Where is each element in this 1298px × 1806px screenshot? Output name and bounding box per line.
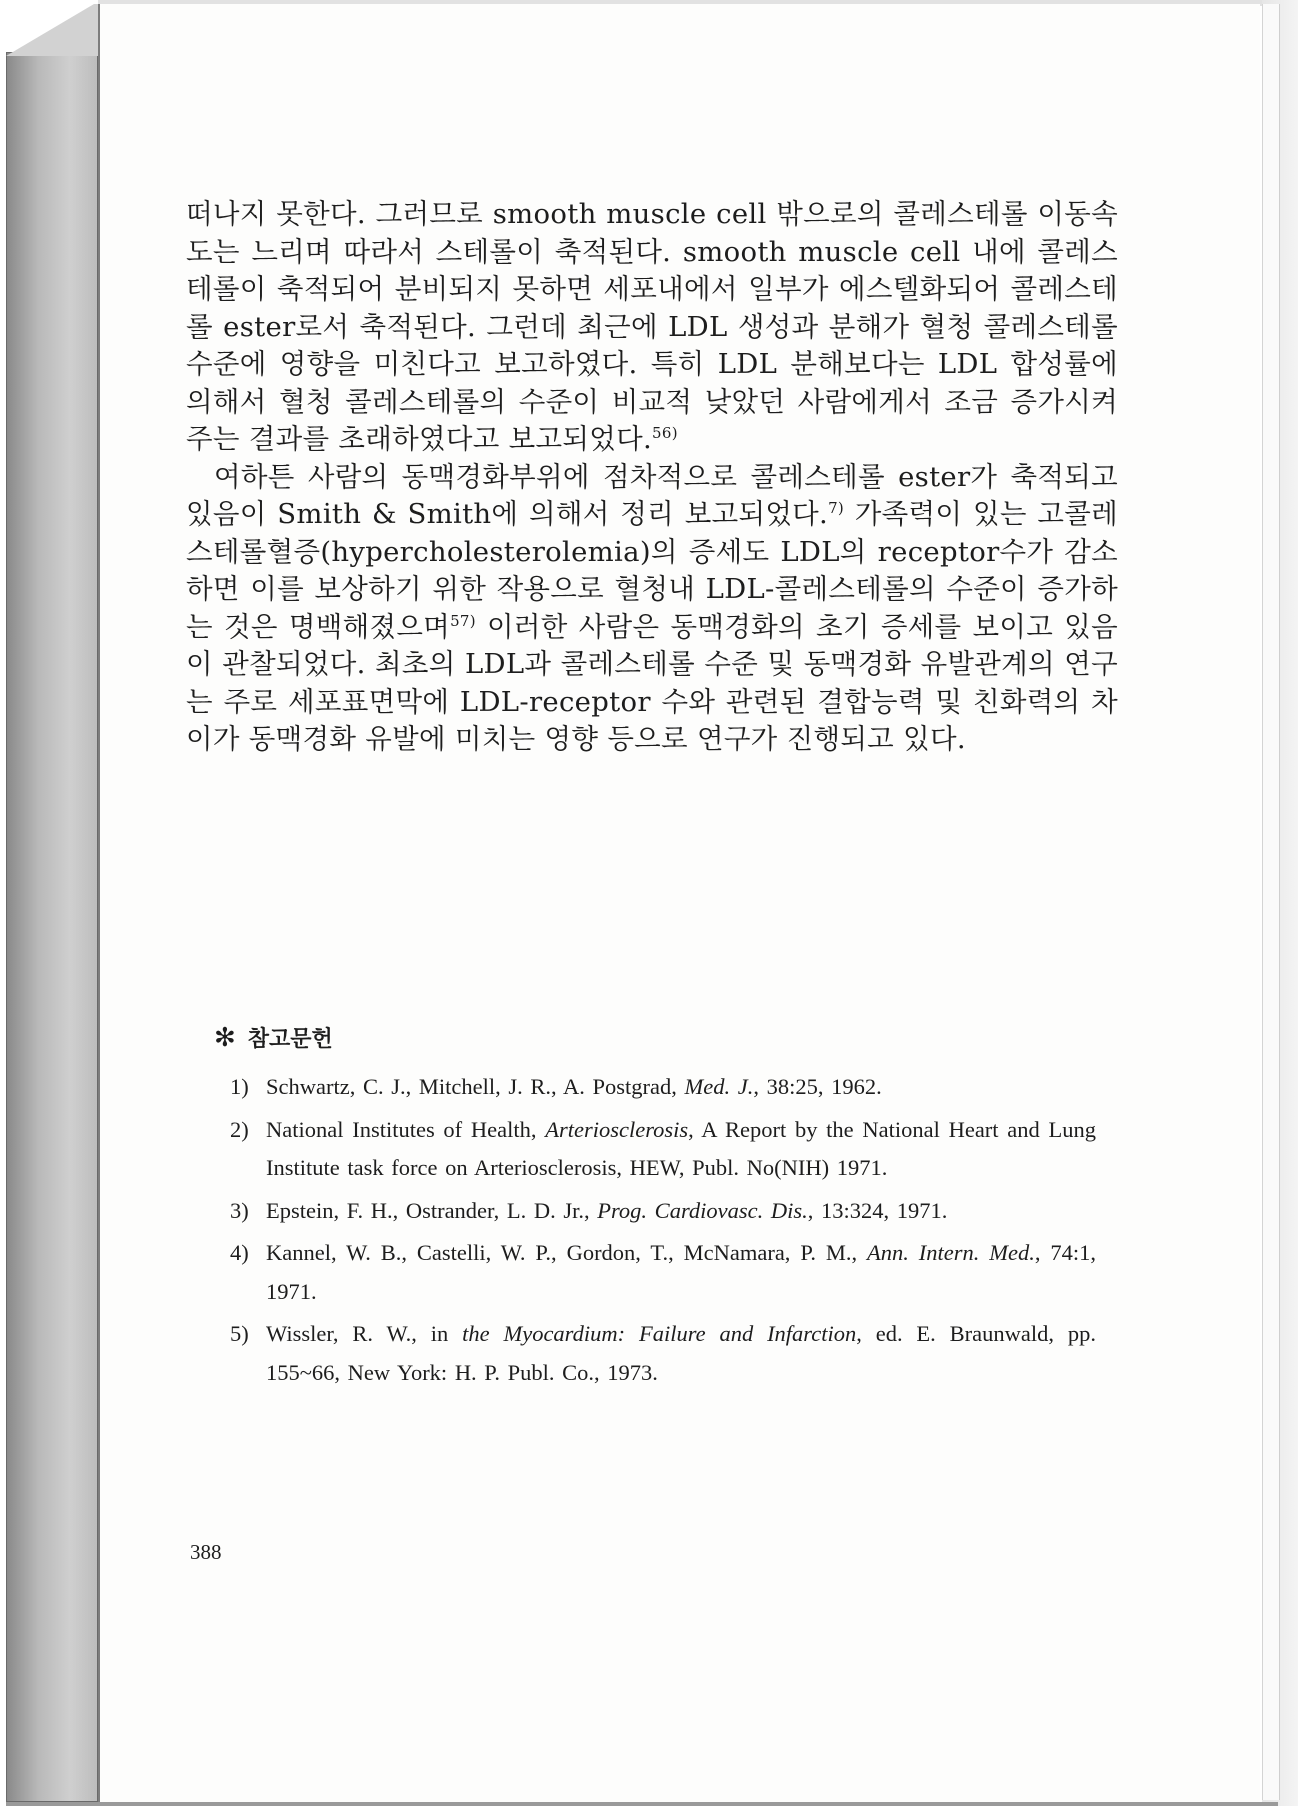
references-list <box>230 1068 1096 1396</box>
reference-authors: National Institutes of Health, <box>266 1116 546 1142</box>
reference-item <box>230 1111 1096 1188</box>
book-spine-top <box>6 4 110 56</box>
reference-authors: Kannel, W. B., Castelli, W. P., Gordon, T., McNamara, P. M., <box>266 1240 867 1265</box>
reference-item <box>230 1192 1096 1231</box>
reference-text <box>266 1234 1096 1311</box>
book-spine <box>6 52 98 1802</box>
paragraph-2b-text: 가족력이 있는 고콜레스테롤혈증(hypercholesterolemia)의 증세도 LDL의 receptor수가 감소하면 이를 보상하기 위한 작용으로 혈청내 LDL-콜레스테롤의 수준이 증가하는 것은 명백해졌으며 <box>186 498 1118 643</box>
reference-item <box>230 1068 1096 1107</box>
reference-journal: Prog. Cardiovasc. Dis. <box>597 1197 808 1223</box>
reference-journal: Med. J. <box>684 1074 754 1099</box>
paragraph-2c-text: 이러한 사람은 동맥경화의 초기 증세를 보이고 있음이 관찰되었다. 최초의 LDL과 콜레스테롤 수준 및 동맥경화 유발관계의 연구는 주로 세포표면막에 LDL-receptor 수와 관련된 결합능력 및 친화력의 차이가 동맥경화 유발에 미치는 영향 등으로 연구가 진행되고 있다. <box>186 610 1119 755</box>
references-heading-label: 참고문헌 <box>247 1027 333 1052</box>
paragraph-2 <box>186 459 1118 759</box>
paragraph-1 <box>186 196 1118 459</box>
paragraph-2-text: 여하튼 사람의 동맥경화부위에 점차적으로 콜레스테롤 ester가 축적되고 있음이 Smith & Smith에 의해서 정리 보고되었다. <box>186 460 1118 530</box>
asterisk-icon: ✻ <box>214 1022 236 1053</box>
reference-journal: Arteriosclerosis <box>545 1116 689 1142</box>
reference-number: 1) <box>230 1074 249 1099</box>
reference-text <box>266 1192 1096 1231</box>
reference-citation: , A Report by the National Heart and Lung Institute task force on Arteriosclerosis, HEW, Publ. No(NIH) 1971. <box>266 1116 1096 1180</box>
reference-text <box>266 1111 1096 1188</box>
body-text <box>186 196 1118 759</box>
reference-authors: Wissler, R. W., in <box>266 1321 463 1346</box>
reference-citation: , 74:1, 1971. <box>266 1240 1096 1304</box>
page-number: 388 <box>190 1540 222 1564</box>
citation-57: 57) <box>450 611 476 630</box>
reference-authors: Schwartz, C. J., Mitchell, J. R., A. Postgrad, <box>266 1074 685 1099</box>
reference-journal: the Myocardium: Failure and Infarction <box>462 1321 857 1346</box>
reference-text <box>266 1315 1096 1392</box>
reference-authors: Epstein, F. H., Ostrander, L. D. Jr., <box>266 1197 598 1223</box>
reference-text <box>266 1068 1096 1107</box>
reference-number: 4) <box>230 1240 249 1265</box>
reference-item <box>230 1234 1096 1311</box>
reference-citation: , 38:25, 1962. <box>753 1074 882 1099</box>
citation-7: 7) <box>828 498 845 517</box>
reference-number: 5) <box>230 1321 249 1346</box>
book-bottom-edge <box>6 1802 1278 1806</box>
reference-citation: , ed. E. Braunwald, pp. 155~66, New York: H. P. Publ. Co., 1973. <box>266 1321 1096 1385</box>
citation-56: 56) <box>652 423 678 442</box>
reference-number: 3) <box>230 1197 249 1223</box>
reference-citation: , 13:324, 1971. <box>807 1197 948 1223</box>
reference-journal: Ann. Intern. Med. <box>867 1240 1035 1265</box>
reference-number: 2) <box>230 1116 249 1142</box>
reference-item <box>230 1315 1096 1392</box>
book-page-edge-strip <box>1262 4 1280 1800</box>
paragraph-1-text: 떠나지 못한다. 그러므로 smooth muscle cell 밖으로의 콜레스테롤 이동속도는 느리며 따라서 스테롤이 축적된다. smooth muscle cell 내에 콜레스테롤이 축적되어 분비되지 못하면 세포내에서 일부가 에스텔화되어 콜레스테롤 ester로서 축적된다. 그런데 최근에 LDL 생성과 분해가 혈청 콜레스테롤 수준에 영향을 미친다고 보고하였다. 특히 LDL 분해보다는 LDL 합성률에 의해서 혈청 콜레스테롤의 수준이 비교적 낮았던 사람에게서 조금 증가시켜 주는 결과를 초래하였다고 보고되었다. <box>186 198 1118 455</box>
references-heading <box>214 1022 333 1053</box>
